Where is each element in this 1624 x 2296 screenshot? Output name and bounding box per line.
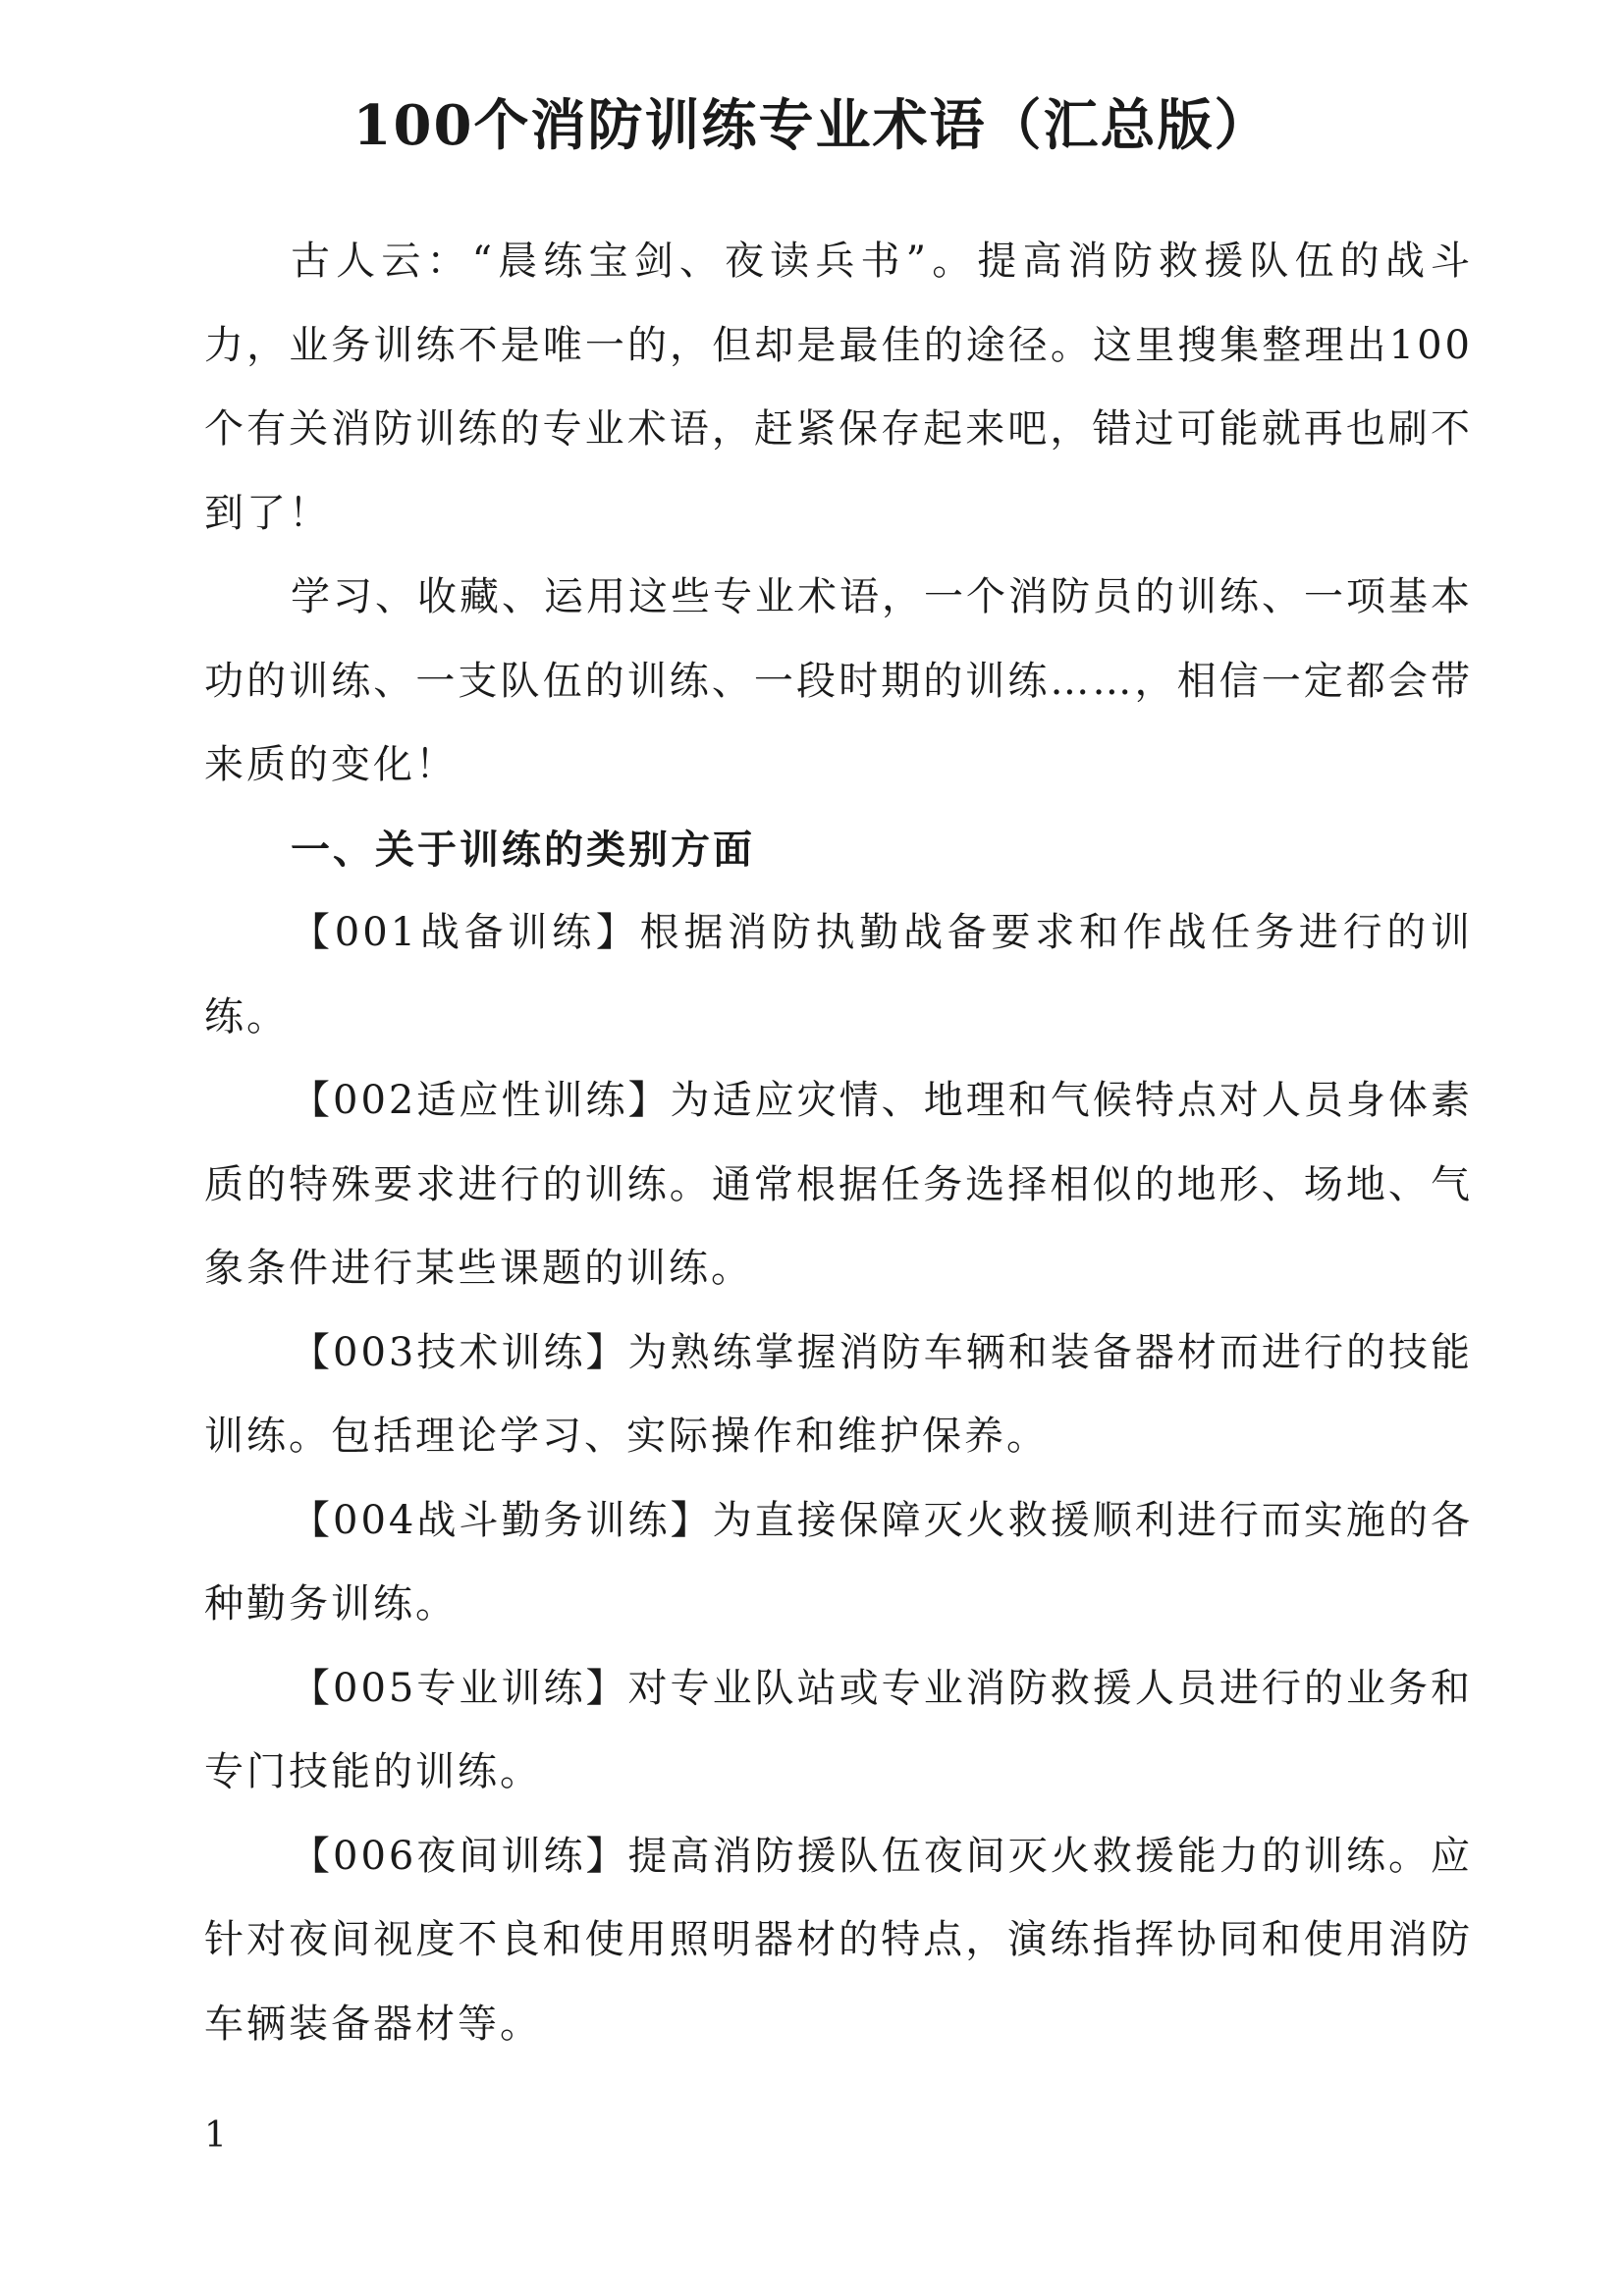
term-entry-006	[204, 1815, 1473, 2067]
document-body	[204, 220, 1473, 2066]
document-title: 100个消防训练专业术语（汇总版）	[352, 93, 1272, 158]
term-definition: 为直接保障灭火救援顺利进行而实施的各种勤务训练。	[204, 1497, 1473, 1627]
term-label: 【001战备训练】	[291, 910, 640, 955]
term-definition: 为熟练掌握消防车辆和装备器材而进行的技能训练。包括理论学习、实际操作和维护保养。	[204, 1329, 1473, 1459]
term-label: 【005专业训练】	[291, 1665, 628, 1711]
term-label: 【006夜间训练】	[291, 1833, 628, 1879]
term-entry-001	[204, 891, 1473, 1059]
term-definition: 对专业队站或专业消防救援人员进行的业务和专门技能的训练。	[204, 1665, 1473, 1794]
term-entry-005	[204, 1647, 1473, 1815]
term-entry-003	[204, 1311, 1473, 1479]
term-label: 【002适应性训练】	[291, 1078, 671, 1123]
term-entry-004	[204, 1479, 1473, 1647]
term-definition: 提高消防援队伍夜间灭火救援能力的训练。应针对夜间视度不良和使用照明器材的特点，演练指挥协同和使用消防车辆装备器材等。	[204, 1833, 1473, 2047]
section-heading: 一、关于训练的类别方面	[291, 826, 755, 873]
term-definition: 根据消防执勤战备要求和作战任务进行的训练。	[204, 910, 1473, 1040]
intro-paragraph-2: 学习、收藏、运用这些专业术语，一个消防员的训练、一项基本功的训练、一支队伍的训练、一段时期的训练……，相信一定都会带来质的变化！	[204, 574, 1473, 787]
term-definition: 为适应灾情、地理和气候特点对人员身体素质的特殊要求进行的训练。通常根据任务选择相似的地形、场地、气象条件进行某些课题的训练。	[204, 1078, 1473, 1291]
page-number: 1	[204, 2115, 227, 2156]
intro-paragraph-1: 古人云：“晨练宝剑、夜读兵书”。提高消防救援队伍的战斗力，业务训练不是唯一的，但却是最佳的途径。这里搜集整理出100个有关消防训练的专业术语，赶紧保存起来吧，错过可能就再也刷不到了！	[204, 239, 1473, 536]
term-label: 【004战斗勤务训练】	[291, 1497, 713, 1543]
term-label: 【003技术训练】	[291, 1329, 628, 1375]
term-entry-002	[204, 1059, 1473, 1311]
